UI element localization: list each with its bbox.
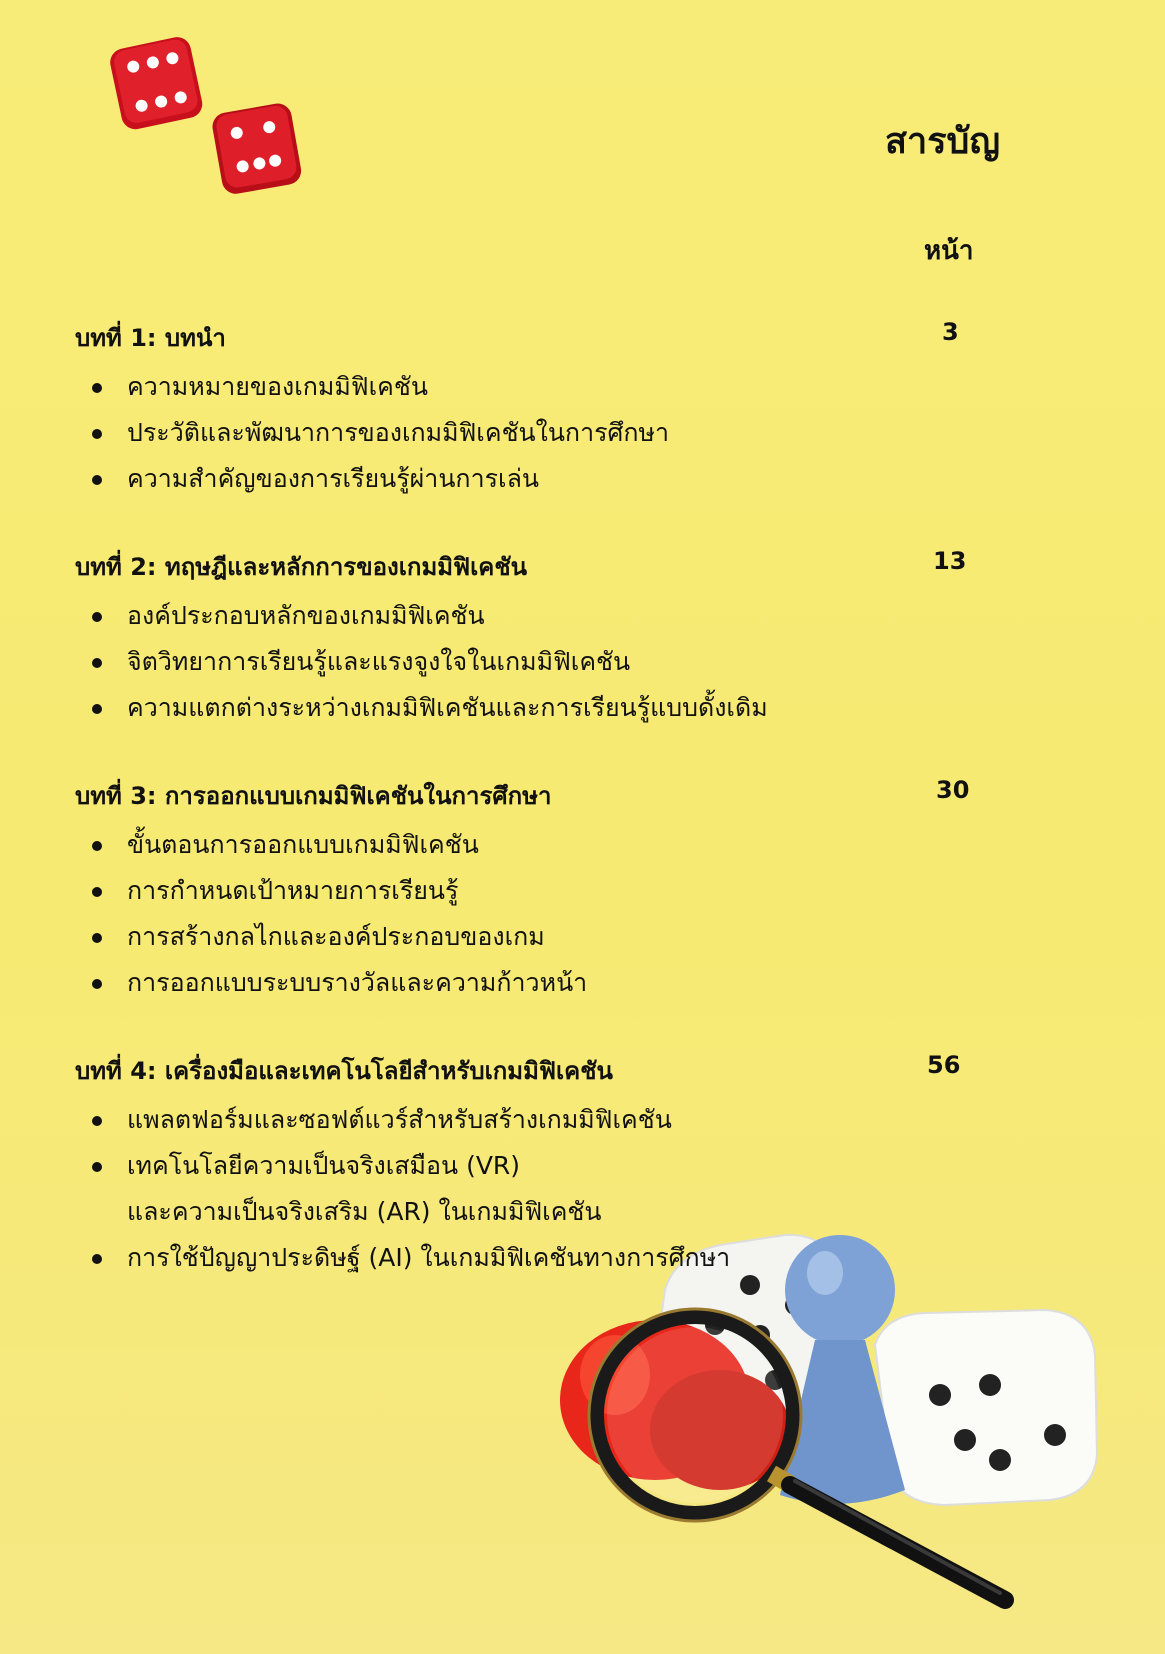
chapter-title[interactable]: บทที่ 2: ทฤษฎีและหลักการของเกมมิฟิเคชัน	[75, 553, 528, 581]
chapter-title[interactable]: บทที่ 1: บทนำ	[75, 324, 226, 352]
chapter-title[interactable]: บทที่ 3: การออกแบบเกมมิฟิเคชันในการศึกษา	[75, 782, 552, 810]
list-item: ความสำคัญของการเรียนรู้ผ่านการเล่น	[75, 456, 975, 502]
chapter-3	[75, 776, 975, 1006]
chapter-2	[75, 547, 975, 731]
chapter-page-number: 3	[942, 318, 959, 346]
chapter-page-number: 13	[933, 547, 967, 575]
list-item: การกำหนดเป้าหมายการเรียนรู้	[75, 868, 975, 914]
page-column-label: หน้า	[924, 236, 974, 266]
page-title: สารบัญ	[885, 121, 1001, 162]
chapter-4	[75, 1051, 975, 1281]
list-item: เทคโนโลยีความเป็นจริงเสมือน (VR)	[75, 1143, 975, 1189]
list-item: การออกแบบระบบรางวัลและความก้าวหน้า	[75, 960, 975, 1006]
chapter-page-number: 30	[936, 776, 970, 804]
list-item: ความหมายของเกมมิฟิเคชัน	[75, 364, 975, 410]
chapter-topic-list	[75, 364, 975, 502]
list-item: ขั้นตอนการออกแบบเกมมิฟิเคชัน	[75, 822, 975, 868]
chapter-1	[75, 318, 975, 502]
list-item: ความแตกต่างระหว่างเกมมิฟิเคชันและการเรียนรู้แบบดั้งเดิม	[75, 685, 975, 731]
list-item: องค์ประกอบหลักของเกมมิฟิเคชัน	[75, 593, 975, 639]
list-item: ประวัติและพัฒนาการของเกมมิฟิเคชันในการศึกษา	[75, 410, 975, 456]
chapter-topic-list	[75, 1097, 975, 1281]
list-item: จิตวิทยาการเรียนรู้และแรงจูงใจในเกมมิฟิเคชัน	[75, 639, 975, 685]
chapter-page-number: 56	[927, 1051, 961, 1079]
chapter-topic-list	[75, 593, 975, 731]
chapter-topic-list	[75, 822, 975, 1006]
list-item: การใช้ปัญญาประดิษฐ์ (AI) ในเกมมิฟิเคชันทางการศึกษา	[75, 1235, 975, 1281]
list-item-continuation: และความเป็นจริงเสริม (AR) ในเกมมิฟิเคชัน	[127, 1197, 602, 1226]
list-item: แพลตฟอร์มและซอฟต์แวร์สำหรับสร้างเกมมิฟิเคชัน	[75, 1097, 975, 1143]
chapter-title[interactable]: บทที่ 4: เครื่องมือและเทคโนโลยีสำหรับเกมมิฟิเคชัน	[75, 1057, 613, 1085]
list-item: การสร้างกลไกและองค์ประกอบของเกม	[75, 914, 975, 960]
red-dice-illustration	[105, 30, 315, 205]
